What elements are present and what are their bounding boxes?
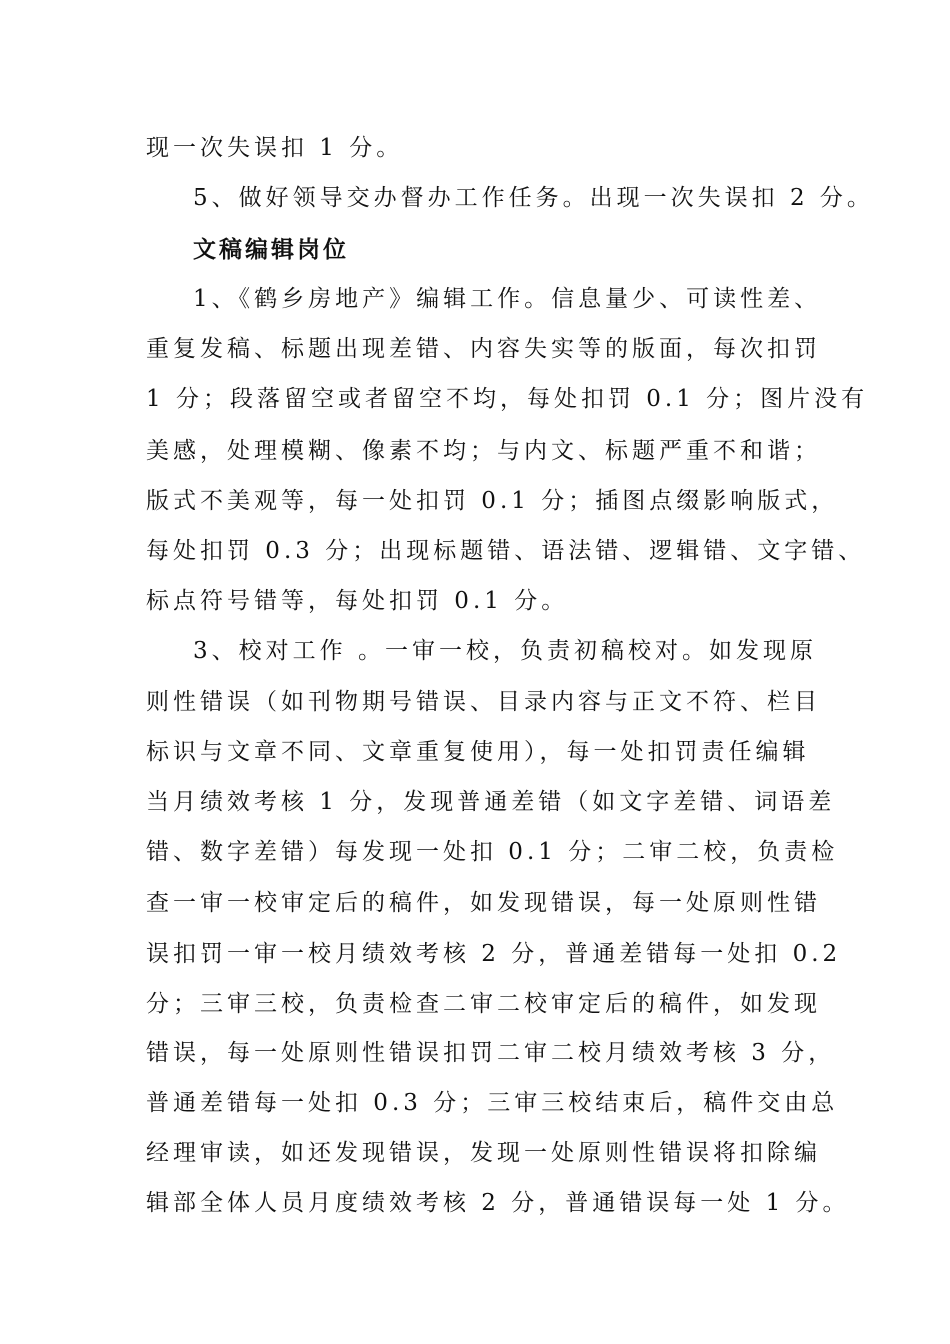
text-line: 1 分；段落留空或者留空不均，每处扣罚 0.1 分；图片没有 — [146, 386, 869, 412]
text-line: 错、数字差错）每发现一处扣 0.1 分；二审二校，负责检 — [146, 839, 839, 865]
text-line: 查一审一校审定后的稿件，如发现错误，每一处原则性错 — [146, 890, 821, 916]
text-line: 版式不美观等，每一处扣罚 0.1 分；插图点缀影响版式， — [146, 488, 839, 514]
text-line: 3、校对工作 。一审一校，负责初稿校对。如发现原 — [193, 638, 817, 664]
text-line: 每处扣罚 0.3 分；出现标题错、语法错、逻辑错、文字错、 — [146, 538, 866, 564]
text-line: 经理审读，如还发现错误，发现一处原则性错误将扣除编 — [146, 1140, 821, 1166]
text-line: 1、《鹤乡房地产》编辑工作。信息量少、可读性差、 — [193, 286, 822, 312]
text-line: 标点符号错等，每处扣罚 0.1 分。 — [146, 588, 569, 614]
text-line: 错误，每一处原则性错误扣罚二审二校月绩效考核 3 分， — [146, 1040, 836, 1066]
text-line: 当月绩效考核 1 分，发现普通差错（如文字差错、词语差 — [146, 789, 836, 815]
text-line: 5、做好领导交办督办工作任务。出现一次失误扣 2 分。 — [193, 185, 874, 211]
text-line: 误扣罚一审一校月绩效考核 2 分，普通差错每一处扣 0.2 — [146, 941, 842, 967]
text-line: 则性错误（如刊物期号错误、目录内容与正文不符、栏目 — [146, 689, 821, 715]
text-line: 辑部全体人员月度绩效考核 2 分，普通错误每一处 1 分。 — [146, 1190, 850, 1216]
text-line: 重复发稿、标题出现差错、内容失实等的版面，每次扣罚 — [146, 336, 821, 362]
text-line: 现一次失误扣 1 分。 — [146, 135, 404, 161]
text-line: 分；三审三校，负责检查二审二校审定后的稿件，如发现 — [146, 991, 821, 1017]
text-line: 标识与文章不同、文章重复使用），每一处扣罚责任编辑 — [146, 739, 810, 765]
text-line: 美感，处理模糊、像素不均；与内文、标题严重不和谐； — [146, 438, 821, 464]
section-heading: 文稿编辑岗位 — [193, 237, 349, 263]
text-line: 普通差错每一处扣 0.3 分；三审三校结束后，稿件交由总 — [146, 1090, 839, 1116]
